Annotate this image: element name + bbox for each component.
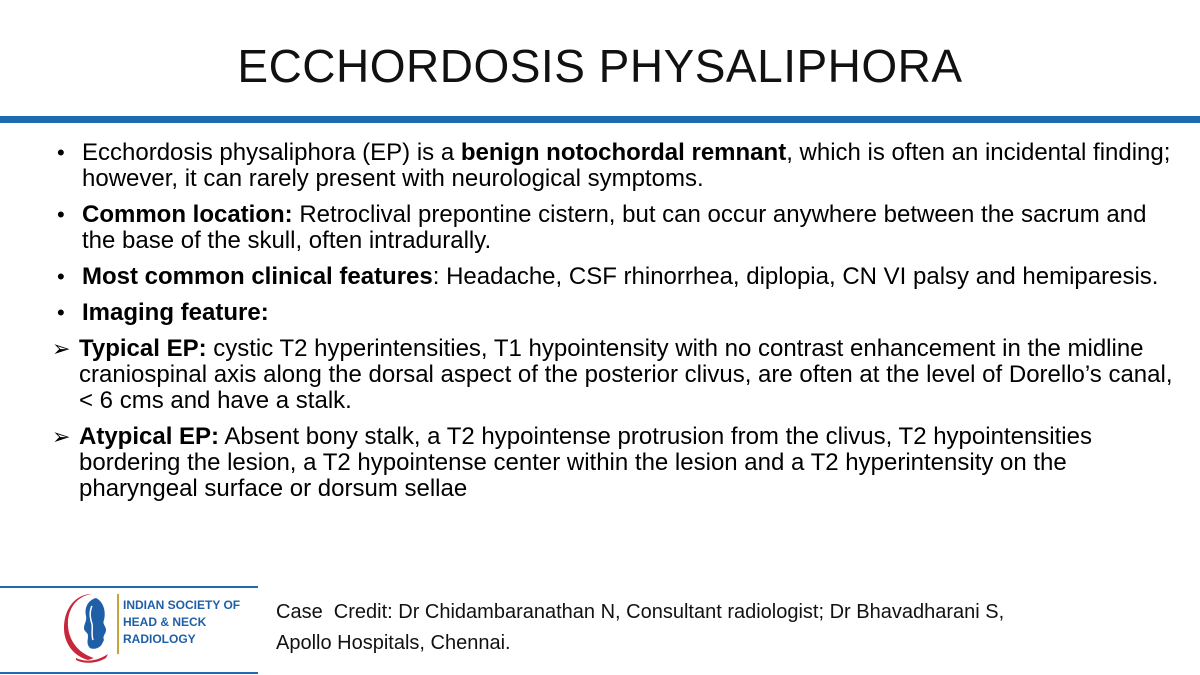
bullet-bold-text: Imaging feature: [82,299,269,326]
bullet-imaging-feature [55,300,1185,326]
bullet-bold-text: Common location: [82,201,293,228]
logo-bottom-rule [0,672,258,674]
bullet-text: Absent bony stalk, a T2 hypointense protrusion from the clivus, T2 hypointensities bordering the lesion, a T2 hypointense center within the lesion and a T2 hyperintensity on the pharyngeal surface or dorsum sellae [79,423,1092,502]
bullet-text: cystic T2 hyperintensities, T1 hypointensity with no contrast enhancement in the midline craniospinal axis along the dorsal aspect of the posterior clivus, are often at the level of Dorello’s canal, < 6 cms and have a stalk. [79,335,1173,414]
bullet-bold-text: Most common clinical features [82,263,433,290]
arrow-bullet-icon: ➢ [52,424,71,449]
logo-top-rule [0,586,258,588]
credit-line: Apollo Hospitals, Chennai. [276,632,511,654]
bullet-text: Retroclival prepontine cistern, but can occur anywhere between the sacrum and the base of the skull, often intradurally. [82,201,1147,254]
subbullet-atypical-ep [52,424,1185,502]
bullet-common-location [55,202,1185,254]
bullet-text: : Headache, CSF rhinorrhea, diplopia, CN VI palsy and hemiparesis. [432,263,1159,290]
bullet-marker: • [57,300,65,325]
bullet-definition [55,140,1185,192]
bullet-text: , which is often an incidental finding; however, it can rarely present with neurological symptoms. [82,139,1171,192]
bullet-bold-text: benign notochordal remnant [460,139,787,166]
case-credit [276,597,1156,659]
title-underline [0,116,1200,123]
arrow-bullet-icon: ➢ [52,336,71,361]
logo-line: HEAD & NECK [123,615,207,629]
head-profile-logo-icon [62,588,118,664]
credit-line: Case Credit: Dr Chidambaranathan N, Consultant radiologist; Dr Bhavadharani S, [276,601,1005,623]
bullet-text: Ecchordosis physaliphora (EP) is a [82,139,461,166]
bullet-marker: • [57,202,65,227]
bullet-bold-text: Typical EP: [79,335,207,362]
logo-wordmark [123,597,263,648]
logo-line: RADIOLOGY [123,632,196,646]
bullet-clinical-features [55,264,1185,290]
bullet-marker: • [57,140,65,165]
subbullet-typical-ep [52,336,1185,414]
bullet-list [52,139,1185,512]
bullet-marker: • [57,264,65,289]
logo-line: INDIAN SOCIETY OF [123,598,241,612]
logo-divider [117,594,119,654]
bullet-bold-text: Atypical EP: [79,423,220,450]
slide-title: ECCHORDOSIS PHYSALIPHORA [237,40,963,92]
